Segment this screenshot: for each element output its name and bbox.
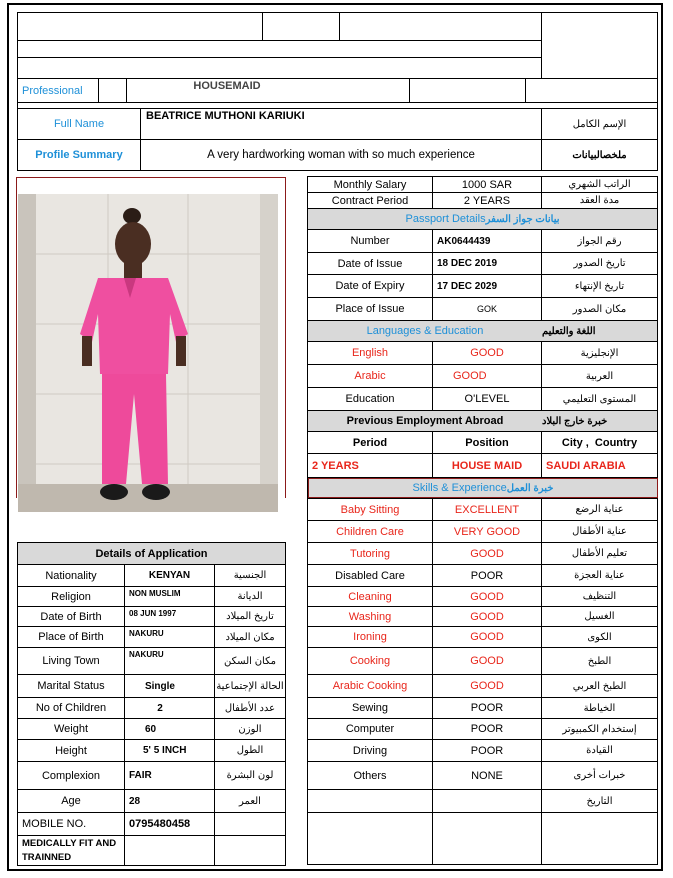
full-name-label: Full Name (53, 118, 105, 130)
skills-title: Skills & Experience (412, 482, 507, 494)
skill-computer-arabic: إستخدام الكمبيوتر (562, 723, 637, 735)
place-of-issue-label: Place of Issue (335, 303, 405, 315)
skill-children-care-value: VERY GOOD (453, 525, 521, 538)
marital-status-label: Marital Status (37, 680, 105, 692)
skill-others: Others (353, 769, 387, 782)
education-label: Education (345, 393, 395, 405)
nationality-arabic: الجنسية (233, 570, 267, 581)
skill-sewing-value: POOR (470, 702, 504, 714)
issue-date-value: 18 DEC 2019 (437, 258, 498, 269)
education-value: O'LEVEL (464, 393, 510, 405)
place-of-birth-label: Place of Birth (38, 631, 104, 643)
salary-arabic: الراتب الشهري (568, 179, 631, 190)
weight-value: 60 (145, 723, 157, 735)
skills-header (308, 478, 658, 498)
contract-period-label: Contract Period (331, 194, 409, 207)
mobile-label: MOBILE NO. (22, 818, 87, 830)
skill-others-arabic: خبرات أخرى (573, 770, 626, 781)
profile-summary-arabic: ملخصالبيانات (572, 149, 627, 161)
skill-disabled-care-value: POOR (470, 569, 504, 582)
living-town-arabic: مكان السكن (224, 655, 276, 667)
profession-value: HOUSEMAID (193, 80, 261, 92)
age-arabic: العمر (239, 795, 261, 807)
date-arabic: التاريخ (586, 795, 613, 807)
skill-arabic-cooking-value: GOOD (470, 680, 504, 692)
living-town-value: NAKURU (129, 649, 164, 659)
employment-country-value: SAUDI ARABIA (546, 459, 626, 472)
dob-value: 08 JUN 1997 (129, 608, 177, 618)
employment-position-value: HOUSE MAID (451, 459, 523, 472)
dob-arabic: تاريخ الميلاد (226, 611, 274, 622)
skill-arabic-cooking: Arabic Cooking (332, 680, 408, 692)
skill-computer-value: POOR (470, 723, 504, 735)
skill-baby-sitting-value: EXCELLENT (454, 503, 520, 516)
skill-arabic-cooking-arabic: الطبخ العربي (572, 680, 627, 692)
mobile-value: 0795480458 (129, 818, 191, 830)
skill-others-value: NONE (471, 769, 503, 782)
employment-country-header: City , Country (561, 436, 638, 449)
weight-arabic: الوزن (238, 723, 262, 735)
arabic-arabic: العربية (585, 370, 614, 382)
english-label: English (351, 347, 389, 359)
skill-driving: Driving (352, 744, 388, 757)
profile-summary-value: A very hardworking woman with so much experience (207, 149, 475, 161)
children-label: No of Children (35, 702, 107, 714)
skill-ironing-arabic: الكوى (587, 631, 612, 643)
expiry-date-value: 17 DEC 2029 (437, 280, 498, 292)
living-town-label: Living Town (42, 655, 100, 667)
employment-title: Previous Employment Abroad (308, 411, 542, 431)
education-arabic: المستوى التعليمي (562, 393, 637, 405)
place-of-issue-value: GOK (476, 304, 497, 314)
employment-period-value: 2 YEARS (312, 459, 359, 472)
marital-status-arabic: الحالة الإجتماعية (216, 680, 284, 692)
skill-computer: Computer (345, 723, 395, 735)
profile-summary-label: Profile Summary (35, 149, 123, 161)
religion-value: NON MUSLIM (129, 588, 181, 598)
age-value: 28 (129, 795, 141, 807)
skill-disabled-care-arabic: عناية العجزة (574, 570, 625, 581)
skill-washing-value: GOOD (470, 610, 504, 623)
skill-children-care-arabic: عناية الأطفال (572, 526, 627, 537)
complexion-value: FAIR (129, 770, 152, 781)
salary-value: 1000 SAR (461, 178, 513, 191)
employment-title-arabic: خبرة خارج البلاد (542, 411, 657, 431)
english-value: GOOD (470, 347, 504, 359)
skill-driving-arabic: القيادة (586, 745, 613, 756)
professional-label: Professional (22, 84, 83, 97)
skills-title-arabic: خبرة العمل (506, 482, 554, 494)
age-label: Age (61, 795, 81, 807)
employment-position-header: Position (465, 436, 509, 449)
passport-number-arabic: رقم الجواز (577, 235, 622, 247)
children-arabic: عدد الأطفال (224, 702, 276, 714)
expiry-date-label: Date of Expiry (335, 280, 405, 292)
place-of-birth-arabic: مكان الميلاد (225, 631, 275, 643)
passport-title: Passport Details (405, 213, 486, 225)
skill-tutoring: Tutoring (350, 547, 390, 560)
passport-number-label: Number (350, 235, 390, 247)
skill-baby-sitting: Baby Sitting (340, 503, 400, 516)
arabic-label: Arabic (354, 370, 386, 382)
skill-ironing-value: GOOD (470, 631, 504, 643)
skill-disabled-care: Disabled Care (335, 569, 405, 582)
skill-cleaning-value: GOOD (470, 590, 504, 603)
skill-sewing: Sewing (351, 702, 389, 714)
religion-arabic: الديانة (237, 591, 263, 602)
expiry-date-arabic: تاريخ الإنتهاء (574, 280, 625, 292)
salary-label: Monthly Salary (333, 178, 407, 191)
employment-period-header: Period (352, 436, 388, 449)
arabic-value: GOOD (453, 370, 487, 382)
complexion-arabic: لون البشرة (226, 770, 274, 781)
english-arabic: الإنجليزية (580, 347, 619, 359)
skill-driving-value: POOR (470, 744, 504, 757)
application-title: Details of Application (18, 543, 285, 564)
full-name-arabic: الإسم الكامل (572, 118, 627, 130)
skill-children-care: Children Care (336, 525, 404, 538)
full-name-value: BEATRICE MUTHONI KARIUKI (146, 110, 305, 122)
weight-label: Weight (53, 723, 89, 735)
skill-tutoring-value: GOOD (470, 547, 504, 560)
passport-title-arabic: بيانات جواز السفر (485, 213, 560, 225)
skill-washing-arabic: الغسيل (584, 611, 615, 622)
children-value: 2 (157, 702, 163, 714)
passport-number-value: AK0644439 (437, 235, 491, 247)
marital-status-value: Single (144, 680, 175, 692)
skill-tutoring-arabic: تعليم الأطفال (571, 548, 628, 559)
skill-washing: Washing (348, 610, 392, 623)
skill-cooking-value: GOOD (470, 655, 504, 667)
contract-period-value: 2 YEARS (463, 194, 511, 207)
issue-date-label: Date of Issue (337, 257, 403, 270)
issue-date-arabic: تاريخ الصدور (573, 258, 626, 269)
skill-cooking: Cooking (349, 655, 391, 667)
languages-title: Languages & Education (308, 321, 542, 341)
skill-cleaning-arabic: التنظيف (582, 591, 617, 602)
place-of-birth-value: NAKURU (129, 628, 164, 638)
complexion-label: Complexion (41, 769, 101, 782)
religion-label: Religion (51, 590, 91, 603)
contract-period-arabic: مدة العقد (579, 195, 620, 206)
place-of-issue-arabic: مكان الصدور (572, 303, 627, 315)
nationality-value: KENYAN (148, 570, 191, 581)
skill-cleaning: Cleaning (348, 590, 392, 603)
skill-ironing: Ironing (353, 631, 387, 643)
passport-header (308, 209, 657, 229)
skill-sewing-arabic: الخياطة (583, 702, 616, 714)
languages-title-arabic: اللغة والتعليم (542, 321, 657, 341)
skill-baby-sitting-arabic: عناية الرضع (575, 504, 624, 515)
height-label: Height (55, 744, 87, 757)
candidate-photo (18, 194, 278, 512)
skill-cooking-arabic: الطبخ (587, 655, 612, 667)
dob-label: Date of Birth (40, 610, 102, 623)
nationality-label: Nationality (45, 569, 97, 582)
height-arabic: الطول (236, 745, 264, 756)
height-value: 5' 5 INCH (143, 745, 187, 756)
medical-fitness-label: MEDICALLY FIT AND TRAINNED (22, 837, 117, 863)
